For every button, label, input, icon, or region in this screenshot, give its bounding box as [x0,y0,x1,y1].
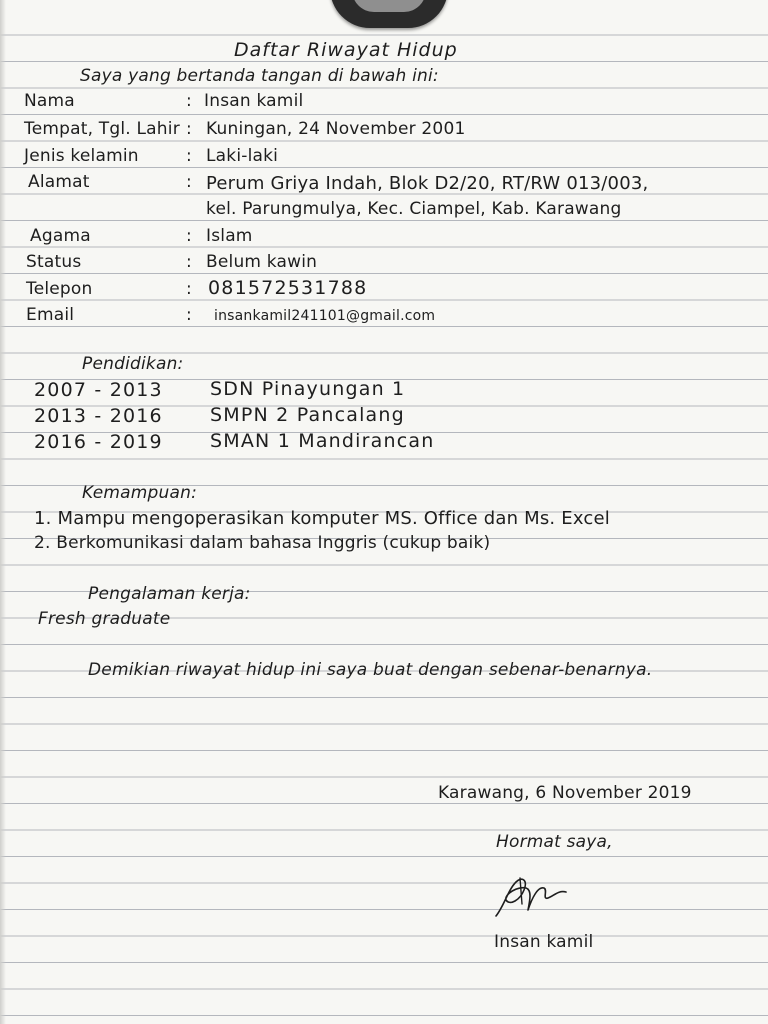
experience-value: Fresh graduate [38,609,171,629]
sep-ttl: : [186,119,192,139]
label-jenis-kelamin: Jenis kelamin [24,146,139,166]
value-status: Belum kawin [206,252,318,272]
sep-jenis-kelamin: : [186,146,192,166]
value-email: insankamil241101@gmail.com [214,308,436,324]
label-nama: Nama [24,91,75,111]
label-alamat: Alamat [28,172,90,192]
skills-heading: Kemampuan: [82,483,198,503]
education-school-2: SMPN 2 Pancalang [210,404,405,426]
document-title: Daftar Riwayat Hidup [234,39,458,61]
education-years-2: 2013 - 2016 [34,405,163,427]
label-telepon: Telepon [26,279,93,299]
label-email: Email [26,305,75,325]
skill-item-2: 2. Berkomunikasi dalam bahasa Inggris (cukup baik) [34,533,491,553]
signatory-name: Insan kamil [494,932,594,952]
paper-edge [0,0,6,1024]
sep-email: : [186,305,192,325]
skill-item-1: 1. Mampu mengoperasikan komputer MS. Office dan Ms. Excel [34,508,610,529]
value-telepon: 081572531788 [208,277,368,299]
sep-alamat: : [186,172,192,192]
salutation: Hormat saya, [496,832,613,852]
closing-statement: Demikian riwayat hidup ini saya buat dengan sebenar-benarnya. [88,660,653,680]
education-school-1: SDN Pinayungan 1 [210,378,406,400]
value-ttl: Kuningan, 24 November 2001 [206,119,466,139]
label-ttl: Tempat, Tgl. Lahir [24,119,180,139]
label-status: Status [26,252,82,272]
signature-mark [492,870,572,922]
sep-agama: : [186,226,192,246]
experience-heading: Pengalaman kerja: [88,584,251,604]
sep-status: : [186,252,192,272]
value-alamat-line2: kel. Parungmulya, Kec. Ciampel, Kab. Karawang [206,199,622,219]
education-years-3: 2016 - 2019 [34,431,163,453]
sep-telepon: : [186,279,192,299]
education-heading: Pendidikan: [82,354,184,374]
sep-nama: : [186,91,192,111]
label-agama: Agama [30,226,91,246]
place-date: Karawang, 6 November 2019 [438,783,692,803]
value-jenis-kelamin: Laki-laki [206,146,279,166]
value-alamat-line1: Perum Griya Indah, Blok D2/20, RT/RW 013/003, [206,173,649,194]
binder-clip [330,0,448,28]
value-agama: Islam [206,226,253,246]
value-nama: Insan kamil [204,91,304,111]
intro-text: Saya yang bertanda tangan di bawah ini: [80,66,439,86]
education-school-3: SMAN 1 Mandirancan [210,430,435,452]
education-years-1: 2007 - 2013 [34,379,163,401]
